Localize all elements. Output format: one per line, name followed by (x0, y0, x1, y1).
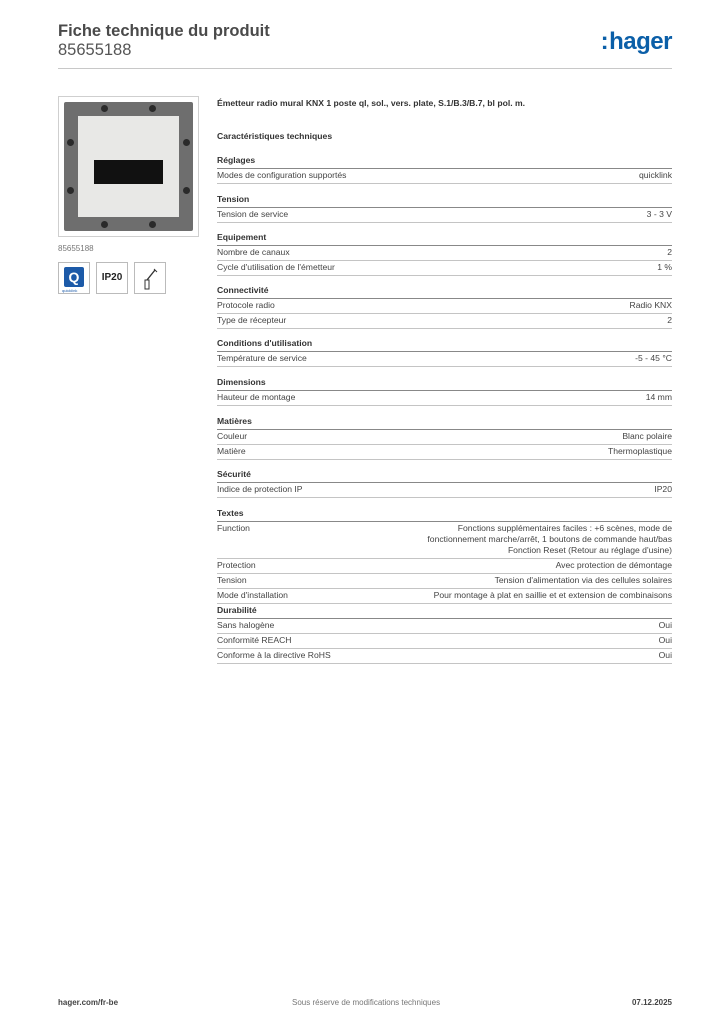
spec-row (217, 619, 672, 634)
spec-label: Couleur (217, 431, 248, 441)
screw-hole-icon (183, 139, 190, 146)
spec-label: Type de récepteur (217, 315, 287, 325)
spec-value: Oui (658, 635, 672, 645)
spec-section (217, 230, 672, 276)
product-photo (58, 96, 199, 237)
spec-value: Tension d'alimentation via des cellules solaires (494, 575, 672, 585)
spec-label: Nombre de canaux (217, 247, 290, 257)
spec-row (217, 391, 672, 406)
product-reference: 85655188 (58, 41, 132, 59)
screw-hole-icon (101, 105, 108, 112)
screw-hole-icon (67, 187, 74, 194)
section-title: Textes (217, 508, 244, 518)
spec-row (217, 522, 672, 559)
spec-section (217, 375, 672, 406)
spec-label: Tension (217, 575, 247, 585)
spec-value: 2 (667, 247, 672, 257)
photo-caption: 85655188 (58, 244, 94, 253)
spec-section (217, 414, 672, 460)
spec-row (217, 352, 672, 367)
spec-label: Protocole radio (217, 300, 275, 310)
screw-hole-icon (183, 187, 190, 194)
screw-hole-icon (149, 105, 156, 112)
spec-section (217, 336, 672, 367)
spec-label: Température de service (217, 353, 307, 363)
specs-title: Caractéristiques techniques (217, 131, 333, 141)
spec-label: Hauteur de montage (217, 392, 296, 402)
spec-value: Fonctions supplémentaires faciles : +6 scènes, mode de fonctionnement marche/arrêt, 1 boutons de commande haut/bas Fonction Reset (Retour au réglage d'usine) (427, 523, 672, 555)
section-title: Tension (217, 194, 250, 204)
spec-row (217, 483, 672, 498)
spec-label: Modes de configuration supportés (217, 170, 347, 180)
spec-label: Conformité REACH (217, 635, 292, 645)
spec-label: Tension de service (217, 209, 289, 219)
screw-hole-icon (149, 221, 156, 228)
ip-rating-badge: IP20 (96, 262, 128, 294)
logo-dots-icon: : (600, 28, 609, 55)
photo-frame (64, 102, 193, 231)
section-title: Réglages (217, 155, 256, 165)
section-title: Connectivité (217, 285, 269, 295)
header-divider (58, 68, 672, 69)
spec-row (217, 246, 672, 261)
spec-row (217, 574, 672, 589)
section-title: Durabilité (217, 605, 257, 615)
spec-value: 3 - 3 V (646, 209, 672, 219)
spec-section (217, 506, 672, 604)
switch-plate (78, 116, 179, 217)
spec-row (217, 445, 672, 460)
page-title: Fiche technique du produit (58, 22, 270, 40)
spec-row (217, 314, 672, 329)
spec-value: -5 - 45 °C (635, 353, 672, 363)
spec-label: Sans halogène (217, 620, 275, 630)
footer-date: 07.12.2025 (631, 998, 672, 1007)
spec-section (217, 153, 672, 184)
spec-value: Blanc polaire (622, 431, 672, 441)
screwdriver-badge (134, 262, 166, 294)
spec-section (217, 192, 672, 223)
solar-panel (94, 160, 163, 184)
spec-row (217, 169, 672, 184)
section-title: Sécurité (217, 469, 251, 479)
spec-row (217, 559, 672, 574)
spec-row (217, 299, 672, 314)
spec-label: Matière (217, 446, 246, 456)
spec-row (217, 261, 672, 276)
quicklink-icon: Q (64, 267, 84, 287)
section-title: Dimensions (217, 377, 266, 387)
spec-label: Function (217, 523, 250, 533)
page-header (58, 20, 672, 68)
logo-text: hager (609, 28, 672, 55)
spec-section (217, 283, 672, 329)
footer-website: hager.com/fr-be (58, 998, 119, 1007)
footer-notice: Sous réserve de modifications techniques (292, 998, 441, 1007)
quicklink-badge (58, 262, 90, 294)
spec-value: Thermoplastique (607, 446, 672, 456)
spec-label: Indice de protection IP (217, 484, 303, 494)
spec-value: Oui (658, 620, 672, 630)
spec-label: Mode d'installation (217, 590, 288, 600)
spec-value: Oui (658, 650, 672, 660)
quicklink-sublabel: quicklink (62, 288, 78, 293)
spec-value: Avec protection de démontage (555, 560, 672, 570)
screw-hole-icon (67, 139, 74, 146)
spec-value: Pour montage à plat en saillie et et extension de combinaisons (433, 590, 672, 600)
spec-row (217, 634, 672, 649)
spec-label: Protection (217, 560, 256, 570)
spec-row (217, 649, 672, 664)
spec-value: Radio KNX (629, 300, 672, 310)
spec-value: 14 mm (645, 392, 672, 402)
spec-label: Conforme à la directive RoHS (217, 650, 331, 660)
section-title: Equipement (217, 232, 267, 242)
spec-row (217, 430, 672, 445)
screwdriver-icon (142, 268, 160, 290)
spec-value: IP20 (654, 484, 672, 494)
product-description: Émetteur radio mural KNX 1 poste ql, sol., vers. plate, S.1/B.3/B.7, bl pol. m. (217, 98, 526, 108)
spec-section (217, 603, 672, 664)
spec-row (217, 208, 672, 223)
spec-value: 2 (667, 315, 672, 325)
spec-label: Cycle d'utilisation de l'émetteur (217, 262, 335, 272)
spec-row (217, 589, 672, 604)
hager-logo (601, 28, 672, 56)
spec-section (217, 467, 672, 498)
spec-value: quicklink (639, 170, 672, 180)
section-title: Matières (217, 416, 252, 426)
section-title: Conditions d'utilisation (217, 338, 313, 348)
screw-hole-icon (101, 221, 108, 228)
spec-value: 1 % (657, 262, 672, 272)
